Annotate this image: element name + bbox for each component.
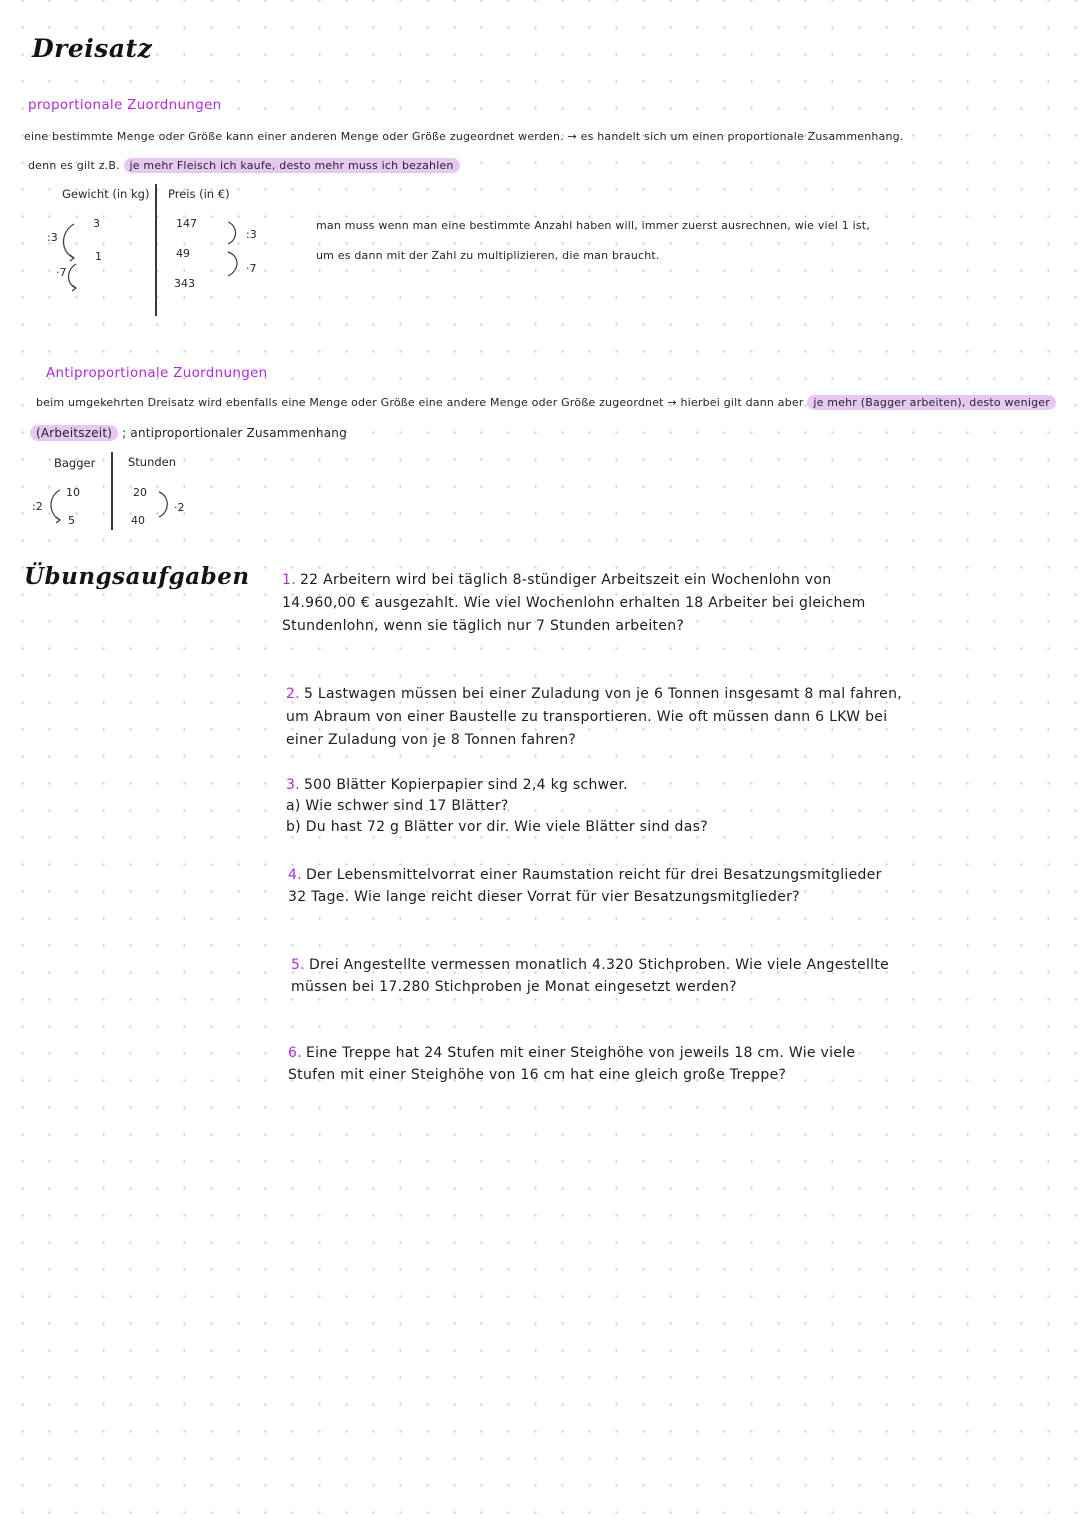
exercise-line: einer Zuladung von je 8 Tonnen fahren? xyxy=(286,732,577,748)
weight-column-header: Gewicht (in kg) xyxy=(62,187,150,201)
exercise-number: 4. xyxy=(288,867,302,883)
table-divider xyxy=(111,452,113,530)
exercise-text: Der Lebensmittelvorrat einer Raumstation reicht für drei Besatzungsmitglieder xyxy=(305,867,882,883)
exercise-4 xyxy=(288,864,882,908)
example-highlight: (Arbeitszeit) xyxy=(30,425,118,441)
exercise-line: 32 Tage. Wie lange reicht dieser Vorrat für vier Besatzungsmitglieder? xyxy=(288,889,800,905)
example-prefix: denn es gilt z.B. xyxy=(28,159,120,172)
exercise-number: 2. xyxy=(286,686,300,702)
exercise-6 xyxy=(288,1042,855,1086)
exercise-line: b) Du hast 72 g Blätter vor dir. Wie viele Blätter sind das? xyxy=(286,819,708,835)
example-highlight: je mehr Fleisch ich kaufe, desto mehr muss ich bezahlen xyxy=(124,158,460,173)
method-note: um es dann mit der Zahl zu multiplizieren, die man braucht. xyxy=(316,249,660,262)
price-column-header: Preis (in €) xyxy=(168,187,230,201)
division-operator: :3 xyxy=(47,231,58,244)
multiplication-operator: ·7 xyxy=(56,266,67,279)
exercise-text: Eine Treppe hat 24 Stufen mit einer Steighöhe von jeweils 18 cm. Wie viele xyxy=(305,1045,856,1061)
right-arrows-icon xyxy=(224,220,244,280)
antiproportional-heading: Antiproportionale Zuordnungen xyxy=(46,365,268,381)
exercise-number: 5. xyxy=(291,957,305,973)
exercise-line xyxy=(288,1042,855,1064)
price-value: 49 xyxy=(176,247,190,260)
proportional-definition: eine bestimmte Menge oder Größe kann einer anderen Menge oder Größe zugeordnet werden. → es handelt sich um einen proportionale Zusammenhang. xyxy=(24,130,904,143)
definition-text: beim umgekehrten Dreisatz wird ebenfalls eine Menge oder Größe eine andere Menge oder Größe zugeordnet → hierbei gilt dann aber xyxy=(36,396,804,409)
exercise-number: 3. xyxy=(286,777,300,793)
weight-value: 3 xyxy=(93,217,100,230)
division-operator: :3 xyxy=(246,228,257,241)
excavator-value: 10 xyxy=(66,486,80,499)
price-value: 343 xyxy=(174,277,195,290)
exercise-line xyxy=(282,569,866,592)
exercise-line: um Abraum von einer Baustelle zu transportieren. Wie oft müssen dann 6 LKW bei xyxy=(286,709,888,725)
left-arrows-icon xyxy=(60,222,80,292)
exercise-line: 14.960,00 € ausgezahlt. Wie viel Wochenlohn erhalten 18 Arbeiter bei gleichem xyxy=(282,595,866,611)
page-title: Dreisatz xyxy=(32,34,153,63)
antiproportional-example xyxy=(30,426,347,440)
exercise-line xyxy=(291,954,889,976)
exercise-1 xyxy=(282,569,866,638)
antiproportional-definition xyxy=(36,396,1050,409)
exercise-line xyxy=(286,683,902,706)
multiplication-operator: ·7 xyxy=(246,262,257,275)
proportional-heading: proportionale Zuordnungen xyxy=(28,97,222,113)
example-text: ; antiproportionaler Zusammenhang xyxy=(122,426,347,440)
multiplication-operator: ·2 xyxy=(174,501,185,514)
excavator-column-header: Bagger xyxy=(54,456,96,470)
hours-value: 40 xyxy=(131,514,145,527)
exercise-text: 500 Blätter Kopierpapier sind 2,4 kg schwer. xyxy=(303,777,628,793)
hours-column-header: Stunden xyxy=(128,455,177,469)
exercise-number: 1. xyxy=(282,572,296,588)
exercise-line: a) Wie schwer sind 17 Blätter? xyxy=(286,798,509,814)
weight-value: 1 xyxy=(95,250,102,263)
exercise-text: Drei Angestellte vermessen monatlich 4.320 Stichproben. Wie viele Angestellte xyxy=(308,957,890,973)
method-note: man muss wenn man eine bestimmte Anzahl haben will, immer zuerst ausrechnen, wie viel 1 ist, xyxy=(316,219,870,232)
exercises-heading: Übungsaufgaben xyxy=(24,563,250,590)
table-divider xyxy=(155,184,157,316)
exercise-text: 5 Lastwagen müssen bei einer Zuladung von je 6 Tonnen insgesamt 8 mal fahren, xyxy=(303,686,903,702)
left-arrow-icon xyxy=(46,488,66,528)
exercise-number: 6. xyxy=(288,1045,302,1061)
exercise-2 xyxy=(286,683,902,752)
exercise-text: 22 Arbeitern wird bei täglich 8-stündiger Arbeitszeit ein Wochenlohn von xyxy=(299,572,832,588)
proportional-example xyxy=(28,159,460,172)
definition-highlight: je mehr (Bagger arbeiten), desto weniger xyxy=(807,395,1056,410)
price-value: 147 xyxy=(176,217,197,230)
exercise-line xyxy=(286,775,708,796)
exercise-line: Stufen mit einer Steighöhe von 16 cm hat eine gleich große Treppe? xyxy=(288,1067,787,1083)
excavator-value: 5 xyxy=(68,514,75,527)
exercise-line: müssen bei 17.280 Stichproben je Monat eingesetzt werden? xyxy=(291,979,737,995)
hours-value: 20 xyxy=(133,486,147,499)
right-arrow-icon xyxy=(156,490,172,520)
exercise-3 xyxy=(286,775,708,838)
exercise-5 xyxy=(291,954,889,998)
exercise-line: Stundenlohn, wenn sie täglich nur 7 Stunden arbeiten? xyxy=(282,618,685,634)
division-operator: :2 xyxy=(32,500,43,513)
exercise-line xyxy=(288,864,882,886)
